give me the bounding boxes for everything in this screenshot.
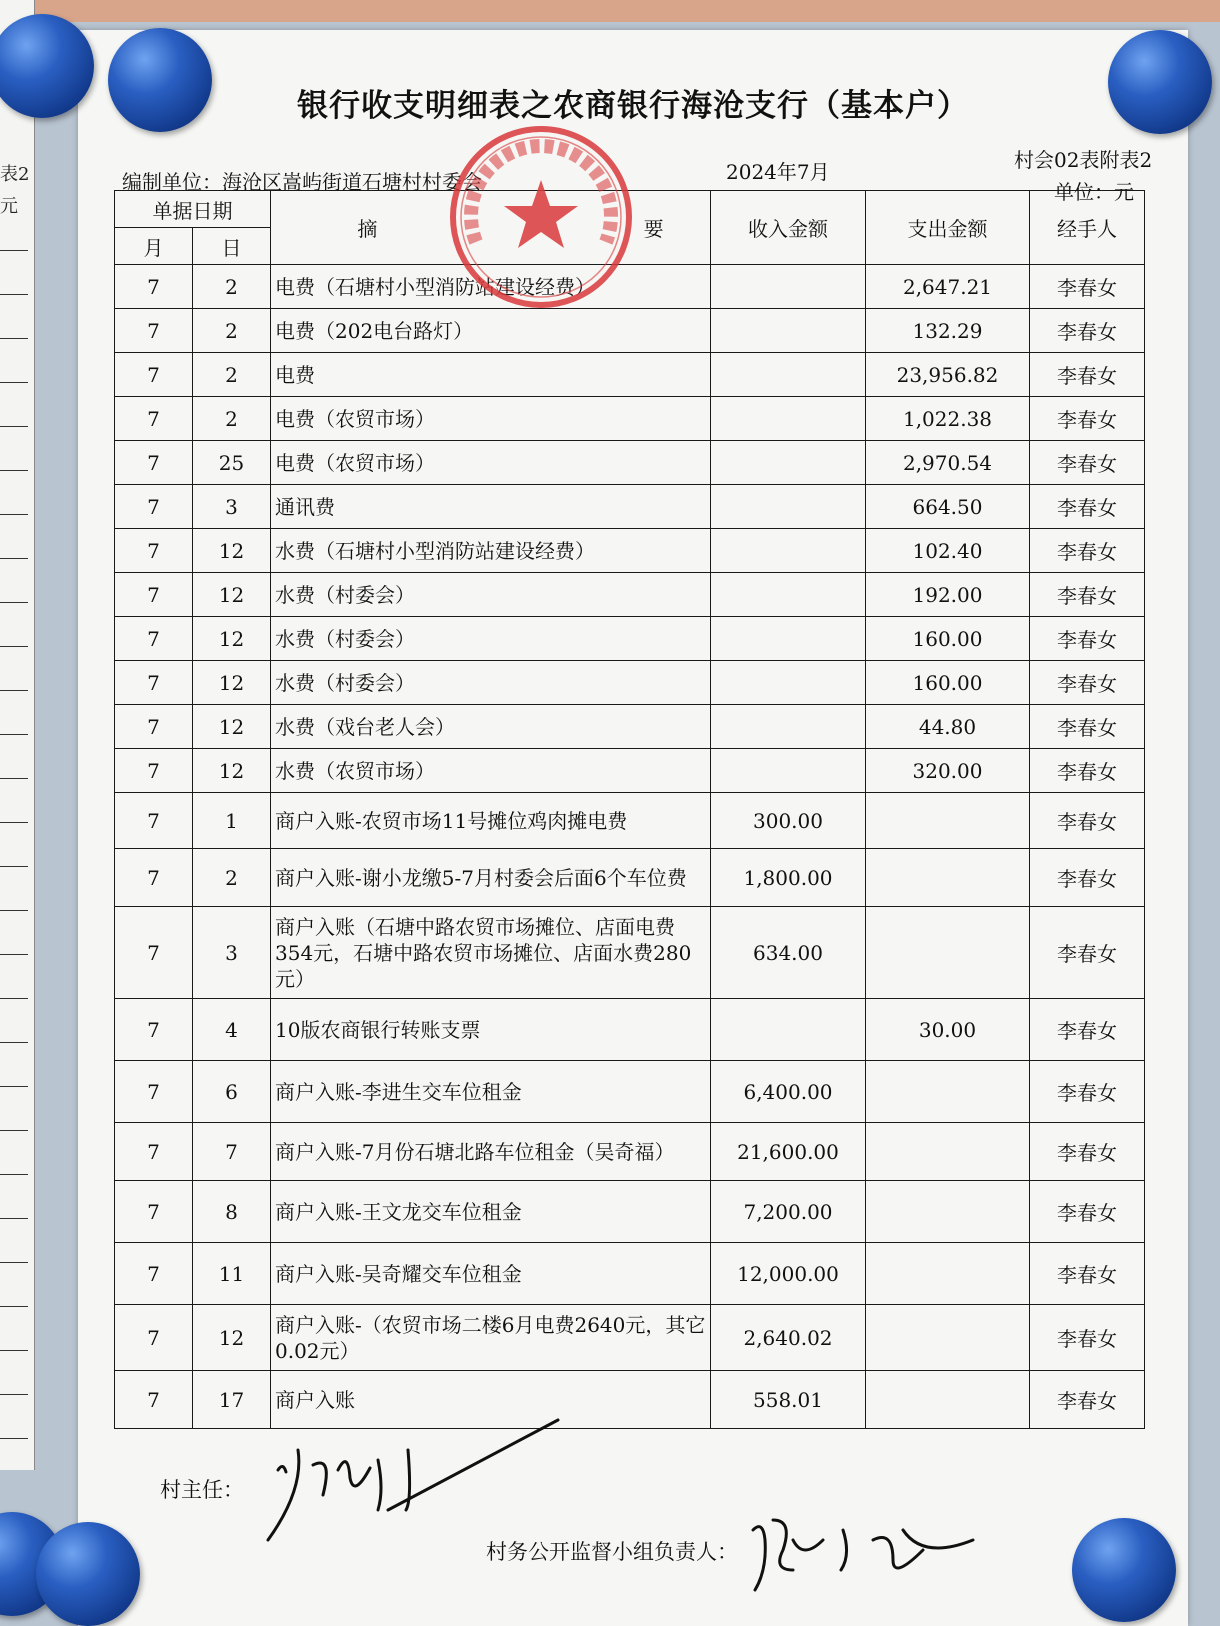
handler-cell: 李春女 <box>1030 705 1145 749</box>
expense-cell <box>866 849 1030 907</box>
income-cell <box>711 265 866 309</box>
expense-cell: 160.00 <box>866 617 1030 661</box>
day-cell: 2 <box>193 353 271 397</box>
summary-cell: 水费（村委会） <box>271 661 711 705</box>
summary-cell: 商户入账-农贸市场11号摊位鸡肉摊电费 <box>271 793 711 849</box>
month-cell: 7 <box>115 1061 193 1123</box>
expense-cell: 1,022.38 <box>866 397 1030 441</box>
summary-cell: 商户入账-王文龙交车位租金 <box>271 1181 711 1243</box>
expense-cell <box>866 1123 1030 1181</box>
expense-cell: 23,956.82 <box>866 353 1030 397</box>
income-cell <box>711 705 866 749</box>
adjacent-sheet-rule <box>0 690 28 691</box>
handler-cell: 李春女 <box>1030 1181 1145 1243</box>
day-cell: 12 <box>193 573 271 617</box>
day-cell: 6 <box>193 1061 271 1123</box>
ledger-table <box>114 190 1145 1429</box>
expense-cell <box>866 1243 1030 1305</box>
adjacent-sheet-rule <box>0 382 28 383</box>
month-cell: 7 <box>115 617 193 661</box>
summary-cell: 商户入账-李进生交车位租金 <box>271 1061 711 1123</box>
income-header: 收入金额 <box>711 191 866 265</box>
summary-cell: 商户入账-谢小龙缴5-7月村委会后面6个车位费 <box>271 849 711 907</box>
table-row <box>115 999 1145 1061</box>
expense-cell: 2,970.54 <box>866 441 1030 485</box>
adjacent-sheet-rule <box>0 338 28 339</box>
income-cell <box>711 397 866 441</box>
expense-cell: 160.00 <box>866 661 1030 705</box>
income-cell: 2,640.02 <box>711 1305 866 1371</box>
handler-cell: 李春女 <box>1030 309 1145 353</box>
summary-cell: 商户入账 <box>271 1371 711 1429</box>
month-cell: 7 <box>115 485 193 529</box>
table-row <box>115 907 1145 999</box>
handler-cell: 李春女 <box>1030 529 1145 573</box>
summary-cell: 商户入账-7月份石塘北路车位租金（吴奇福） <box>271 1123 711 1181</box>
table-row <box>115 573 1145 617</box>
expense-cell: 320.00 <box>866 749 1030 793</box>
summary-cell: 水费（村委会） <box>271 617 711 661</box>
summary-cell: 电费（农贸市场） <box>271 441 711 485</box>
income-cell <box>711 529 866 573</box>
expense-cell <box>866 1181 1030 1243</box>
table-row <box>115 1305 1145 1371</box>
date-header: 单据日期 <box>115 191 271 228</box>
handler-cell: 李春女 <box>1030 1243 1145 1305</box>
adjacent-sheet-rule <box>0 250 28 251</box>
income-cell <box>711 441 866 485</box>
magnet-bottom-left <box>36 1522 140 1626</box>
adjacent-sheet-rule <box>0 646 28 647</box>
month-cell: 7 <box>115 265 193 309</box>
board-edge <box>0 0 1220 22</box>
summary-header-2: 要 <box>643 217 664 241</box>
table-row <box>115 1243 1145 1305</box>
day-cell: 12 <box>193 749 271 793</box>
handler-cell: 李春女 <box>1030 661 1145 705</box>
day-cell: 12 <box>193 1305 271 1371</box>
ledger-sheet <box>78 30 1188 1626</box>
handler-cell: 李春女 <box>1030 353 1145 397</box>
table-row <box>115 265 1145 309</box>
summary-header <box>271 191 711 265</box>
day-cell: 12 <box>193 661 271 705</box>
adjacent-sheet-rule <box>0 1218 28 1219</box>
month-cell: 7 <box>115 1243 193 1305</box>
handler-cell: 李春女 <box>1030 265 1145 309</box>
handler-cell: 李春女 <box>1030 573 1145 617</box>
expense-cell: 132.29 <box>866 309 1030 353</box>
month-cell: 7 <box>115 1123 193 1181</box>
summary-cell: 水费（农贸市场） <box>271 749 711 793</box>
summary-cell: 电费（农贸市场） <box>271 397 711 441</box>
supervisor-label: 村务公开监督小组负责人： <box>486 1540 738 1564</box>
month-header: 月 <box>115 228 193 265</box>
handler-cell: 李春女 <box>1030 617 1145 661</box>
income-cell <box>711 999 866 1061</box>
adjacent-sheet-rule <box>0 602 28 603</box>
day-cell: 12 <box>193 705 271 749</box>
day-cell: 3 <box>193 485 271 529</box>
expense-cell <box>866 907 1030 999</box>
table-row <box>115 661 1145 705</box>
income-cell <box>711 573 866 617</box>
day-cell: 3 <box>193 907 271 999</box>
adjacent-sheet-rule <box>0 1042 28 1043</box>
adjacent-sheet-rule <box>0 1350 28 1351</box>
summary-header-1: 摘 <box>357 217 378 241</box>
expense-cell <box>866 793 1030 849</box>
adjacent-sheet-rule <box>0 1086 28 1087</box>
form-code: 村会02表附表2 <box>1014 148 1153 172</box>
summary-cell: 电费（202电台路灯） <box>271 309 711 353</box>
income-cell: 300.00 <box>711 793 866 849</box>
expense-cell: 44.80 <box>866 705 1030 749</box>
handler-cell: 李春女 <box>1030 1371 1145 1429</box>
income-cell: 7,200.00 <box>711 1181 866 1243</box>
handler-cell: 李春女 <box>1030 999 1145 1061</box>
month-cell: 7 <box>115 661 193 705</box>
month-cell: 7 <box>115 529 193 573</box>
month-cell: 7 <box>115 999 193 1061</box>
month-cell: 7 <box>115 793 193 849</box>
adjacent-sheet-text-1: 表2 <box>0 164 30 185</box>
day-header: 日 <box>193 228 271 265</box>
adjacent-sheet-rule <box>0 1130 28 1131</box>
summary-cell: 通讯费 <box>271 485 711 529</box>
day-cell: 2 <box>193 849 271 907</box>
month-cell: 7 <box>115 309 193 353</box>
income-cell: 558.01 <box>711 1371 866 1429</box>
table-row <box>115 793 1145 849</box>
day-cell: 8 <box>193 1181 271 1243</box>
table-row <box>115 705 1145 749</box>
expense-cell <box>866 1371 1030 1429</box>
handler-cell: 李春女 <box>1030 1061 1145 1123</box>
handler-cell: 李春女 <box>1030 441 1145 485</box>
income-cell: 21,600.00 <box>711 1123 866 1181</box>
adjacent-sheet-rule <box>0 514 28 515</box>
compiling-unit: 编制单位：海沧区嵩屿街道石塘村村委会 <box>122 170 482 194</box>
table-row <box>115 1061 1145 1123</box>
day-cell: 2 <box>193 265 271 309</box>
magnet-bottom-right <box>1072 1518 1176 1622</box>
table-row <box>115 309 1145 353</box>
adjacent-sheet <box>0 0 35 1470</box>
handler-cell: 李春女 <box>1030 397 1145 441</box>
income-cell <box>711 309 866 353</box>
adjacent-sheet-rule <box>0 822 28 823</box>
income-cell: 1,800.00 <box>711 849 866 907</box>
adjacent-sheet-rule <box>0 294 28 295</box>
adjacent-sheet-rule <box>0 954 28 955</box>
day-cell: 2 <box>193 397 271 441</box>
summary-cell: 水费（村委会） <box>271 573 711 617</box>
adjacent-sheet-rule <box>0 426 28 427</box>
day-cell: 7 <box>193 1123 271 1181</box>
day-cell: 25 <box>193 441 271 485</box>
summary-cell: 水费（石塘村小型消防站建设经费） <box>271 529 711 573</box>
month-cell: 7 <box>115 1181 193 1243</box>
day-cell: 2 <box>193 309 271 353</box>
income-cell <box>711 749 866 793</box>
adjacent-sheet-rule <box>0 998 28 999</box>
adjacent-sheet-rule <box>0 558 28 559</box>
summary-cell: 10版农商银行转账支票 <box>271 999 711 1061</box>
expense-cell <box>866 1305 1030 1371</box>
expense-cell: 30.00 <box>866 999 1030 1061</box>
adjacent-sheet-text-2: 元 <box>0 196 18 217</box>
summary-cell: 水费（戏台老人会） <box>271 705 711 749</box>
table-row <box>115 749 1145 793</box>
currency-unit: 单位：元 <box>1054 180 1134 204</box>
summary-cell: 商户入账（石塘中路农贸市场摊位、店面电费354元，石塘中路农贸市场摊位、店面水费280元） <box>271 907 711 999</box>
income-cell: 12,000.00 <box>711 1243 866 1305</box>
expense-cell: 2,647.21 <box>866 265 1030 309</box>
income-cell <box>711 617 866 661</box>
day-cell: 12 <box>193 529 271 573</box>
table-row <box>115 1123 1145 1181</box>
expense-cell: 664.50 <box>866 485 1030 529</box>
month-cell: 7 <box>115 573 193 617</box>
day-cell: 1 <box>193 793 271 849</box>
magnet-top-left <box>108 28 212 132</box>
income-cell <box>711 661 866 705</box>
day-cell: 11 <box>193 1243 271 1305</box>
month-cell: 7 <box>115 397 193 441</box>
adjacent-sheet-rule <box>0 866 28 867</box>
adjacent-sheet-rule <box>0 1394 28 1395</box>
handler-header: 经手人 <box>1030 191 1145 265</box>
adjacent-sheet-rule <box>0 1262 28 1263</box>
table-row <box>115 397 1145 441</box>
adjacent-sheet-rule <box>0 734 28 735</box>
handler-cell: 李春女 <box>1030 907 1145 999</box>
summary-cell: 电费（石塘村小型消防站建设经费） <box>271 265 711 309</box>
director-signature <box>258 1410 578 1550</box>
income-cell: 634.00 <box>711 907 866 999</box>
table-row <box>115 529 1145 573</box>
month-cell: 7 <box>115 749 193 793</box>
income-cell <box>711 353 866 397</box>
adjacent-sheet-rule <box>0 910 28 911</box>
expense-cell <box>866 1061 1030 1123</box>
magnet-top-right <box>1108 30 1212 134</box>
table-row <box>115 485 1145 529</box>
period: 2024年7月 <box>726 160 830 184</box>
table-row <box>115 353 1145 397</box>
adjacent-sheet-rule <box>0 1174 28 1175</box>
adjacent-sheet-rule <box>0 1438 28 1439</box>
day-cell: 12 <box>193 617 271 661</box>
expense-cell: 102.40 <box>866 529 1030 573</box>
adjacent-sheet-rule <box>0 1306 28 1307</box>
table-row <box>115 1371 1145 1429</box>
table-row <box>115 1181 1145 1243</box>
handler-cell: 李春女 <box>1030 749 1145 793</box>
month-cell: 7 <box>115 353 193 397</box>
handler-cell: 李春女 <box>1030 849 1145 907</box>
handler-cell: 李春女 <box>1030 485 1145 529</box>
day-cell: 4 <box>193 999 271 1061</box>
adjacent-sheet-rule <box>0 470 28 471</box>
summary-cell: 商户入账-吴奇耀交车位租金 <box>271 1243 711 1305</box>
handler-cell: 李春女 <box>1030 1305 1145 1371</box>
village-director-label: 村主任： <box>160 1478 244 1502</box>
month-cell: 7 <box>115 441 193 485</box>
expense-header: 支出金额 <box>866 191 1030 265</box>
month-cell: 7 <box>115 1371 193 1429</box>
month-cell: 7 <box>115 849 193 907</box>
table-row <box>115 617 1145 661</box>
handler-cell: 李春女 <box>1030 1123 1145 1181</box>
month-cell: 7 <box>115 907 193 999</box>
day-cell: 17 <box>193 1371 271 1429</box>
adjacent-sheet-rule <box>0 778 28 779</box>
summary-cell: 商户入账-（农贸市场二楼6月电费2640元，其它0.02元） <box>271 1305 711 1371</box>
month-cell: 7 <box>115 1305 193 1371</box>
summary-cell: 电费 <box>271 353 711 397</box>
month-cell: 7 <box>115 705 193 749</box>
expense-cell: 192.00 <box>866 573 1030 617</box>
table-row <box>115 441 1145 485</box>
handler-cell: 李春女 <box>1030 793 1145 849</box>
income-cell <box>711 485 866 529</box>
table-row <box>115 849 1145 907</box>
page-title: 银行收支明细表之农商银行海沧支行（基本户） <box>297 88 969 124</box>
supervisor-signature <box>733 1500 993 1600</box>
income-cell: 6,400.00 <box>711 1061 866 1123</box>
